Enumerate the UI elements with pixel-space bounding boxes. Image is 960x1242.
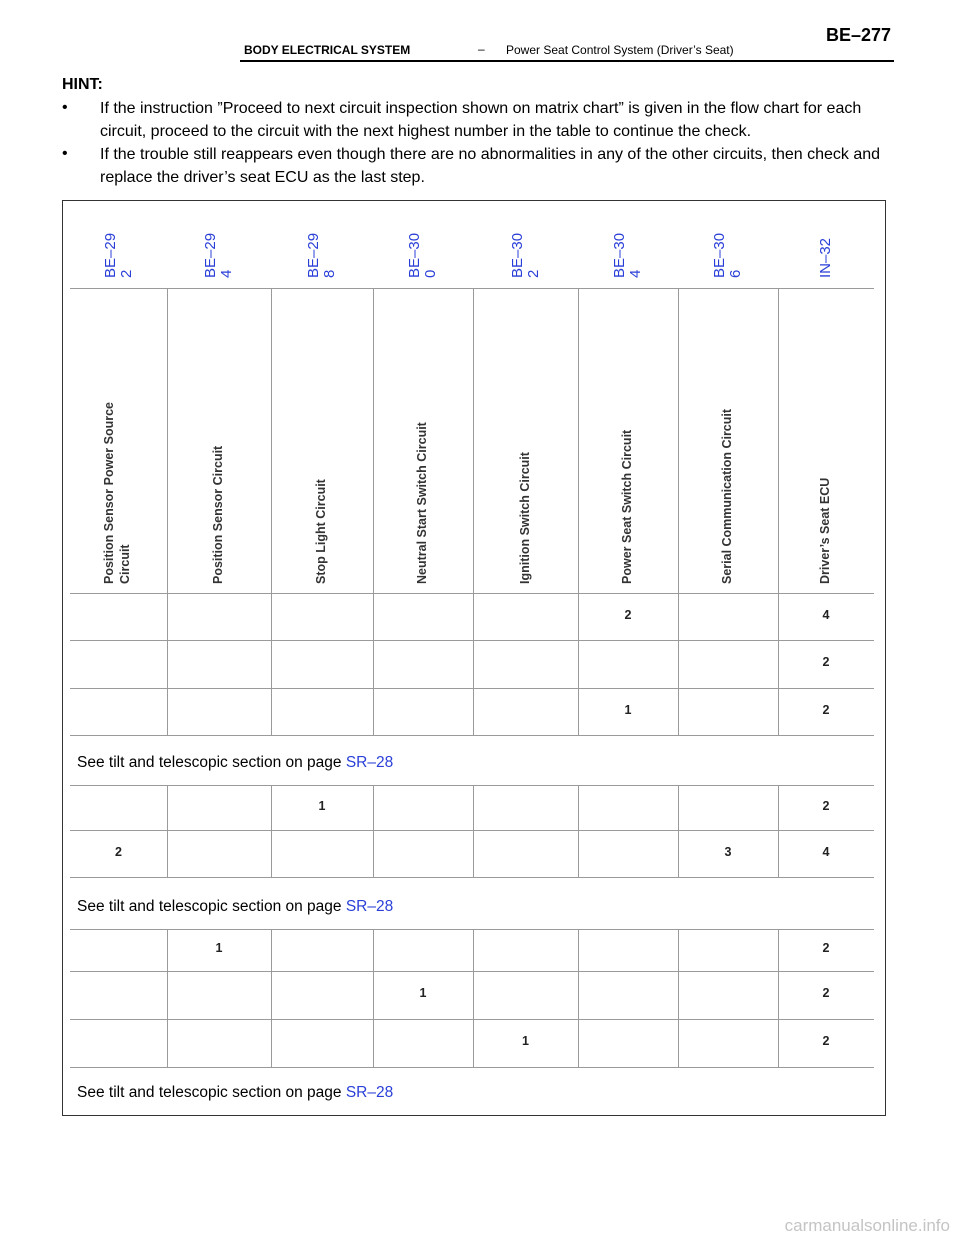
hint-item-2: If the trouble still reappears even though there are no abnormalities in any of the other circuits, then check and replace the driver’s seat ECU as the last step. xyxy=(100,146,881,186)
column-divider xyxy=(373,288,374,593)
column-divider xyxy=(678,929,679,1067)
header-separator: – xyxy=(478,42,485,56)
row-divider xyxy=(70,640,874,641)
matrix-cell: 4 xyxy=(822,607,830,622)
row-divider xyxy=(70,929,874,930)
note-link[interactable]: SR–28 xyxy=(345,754,394,771)
column-divider xyxy=(271,785,272,877)
column-divider xyxy=(271,593,272,735)
hint-title: HINT: xyxy=(62,76,103,93)
column-divider xyxy=(167,593,168,735)
row-divider xyxy=(70,1067,874,1068)
page-number: BE–277 xyxy=(826,25,892,45)
note-link[interactable]: SR–28 xyxy=(345,898,394,915)
column-divider xyxy=(373,929,374,1067)
column-divider xyxy=(271,929,272,1067)
column-divider xyxy=(778,785,779,877)
column-ref-link[interactable]: IN–32 xyxy=(817,237,834,278)
matrix-cell: 2 xyxy=(822,798,830,813)
row-divider xyxy=(70,688,874,689)
column-divider xyxy=(373,593,374,735)
matrix-cell: 1 xyxy=(215,941,223,955)
column-divider xyxy=(678,288,679,593)
column-name: Position Sensor Circuit xyxy=(211,445,225,584)
column-name: Ignition Switch Circuit xyxy=(517,452,532,584)
column-ref-link[interactable]: BE–29 8 xyxy=(305,232,338,278)
row-divider xyxy=(70,735,874,736)
column-divider xyxy=(473,593,474,735)
column-name: Driver’s Seat ECU xyxy=(818,477,832,584)
header-rule xyxy=(240,60,894,62)
row-divider xyxy=(70,830,874,831)
matrix-cell: 1 xyxy=(522,1034,529,1048)
column-divider xyxy=(473,288,474,593)
header-rule xyxy=(70,288,874,289)
matrix-frame xyxy=(62,200,886,1116)
note-link[interactable]: SR–28 xyxy=(345,1084,394,1101)
hint-item-1: If the instruction ”Proceed to next circuit inspection shown on matrix chart” is given in the flow chart for each circuit, proceed to the circuit with the next highest number in the table to continue the check. xyxy=(100,100,862,140)
note-text: See tilt and telescopic section on page xyxy=(77,898,346,915)
matrix-cell: 2 xyxy=(624,607,632,622)
bullet-2: • xyxy=(62,145,68,162)
column-divider xyxy=(578,593,579,735)
column-divider xyxy=(678,593,679,735)
matrix-cell: 2 xyxy=(822,702,830,717)
column-divider xyxy=(778,593,779,735)
column-name: Serial Communication Circuit xyxy=(720,408,734,584)
note-1 xyxy=(77,754,393,772)
column-divider xyxy=(271,288,272,593)
column-divider xyxy=(578,929,579,1067)
column-ref-link[interactable]: BE–29 2 xyxy=(101,232,135,278)
column-divider xyxy=(778,929,779,1067)
column-name: Position Sensor Power Source Circuit xyxy=(101,402,132,584)
row-divider xyxy=(70,1019,874,1020)
matrix-cell: 1 xyxy=(419,986,427,1000)
row-divider xyxy=(70,971,874,972)
topic-title: Power Seat Control System (Driver’s Seat) xyxy=(506,43,734,57)
column-divider xyxy=(678,785,679,877)
note-text: See tilt and telescopic section on page xyxy=(77,1084,346,1101)
column-divider xyxy=(167,288,168,593)
matrix-cell: 2 xyxy=(822,1034,830,1048)
matrix-cell: 1 xyxy=(318,798,326,813)
column-name: Neutral Start Switch Circuit xyxy=(415,422,429,584)
row-divider xyxy=(70,877,874,878)
column-divider xyxy=(473,929,474,1067)
column-divider xyxy=(373,785,374,877)
matrix-cell: 2 xyxy=(822,986,830,1000)
column-name: Power Seat Switch Circuit xyxy=(620,429,634,584)
matrix-cell: 2 xyxy=(822,941,830,955)
column-name: Stop Light Circuit xyxy=(314,479,328,584)
section-title: BODY ELECTRICAL SYSTEM xyxy=(244,43,411,57)
column-ref-link[interactable]: BE–30 0 xyxy=(406,232,439,278)
column-divider xyxy=(778,288,779,593)
note-2 xyxy=(77,898,393,916)
matrix-cell: 3 xyxy=(724,844,732,859)
note-3 xyxy=(77,1084,393,1102)
matrix-cell: 2 xyxy=(115,844,122,859)
row-divider xyxy=(70,785,874,786)
column-ref-link[interactable]: BE–30 2 xyxy=(508,232,542,278)
matrix-cell: 1 xyxy=(624,702,632,717)
column-ref-link[interactable]: BE–29 4 xyxy=(202,232,235,278)
note-text: See tilt and telescopic section on page xyxy=(77,754,346,771)
row-divider xyxy=(70,593,874,594)
column-ref-link[interactable]: BE–30 6 xyxy=(711,232,744,278)
column-divider xyxy=(578,785,579,877)
column-divider xyxy=(473,785,474,877)
column-divider xyxy=(167,785,168,877)
column-ref-link[interactable]: BE–30 4 xyxy=(611,232,644,278)
column-divider xyxy=(167,929,168,1067)
bullet-1: • xyxy=(62,99,68,116)
matrix-cell: 4 xyxy=(822,844,830,859)
column-divider xyxy=(578,288,579,593)
watermark: carmanualsonline.info xyxy=(784,1216,950,1235)
matrix-cell: 2 xyxy=(822,655,830,669)
